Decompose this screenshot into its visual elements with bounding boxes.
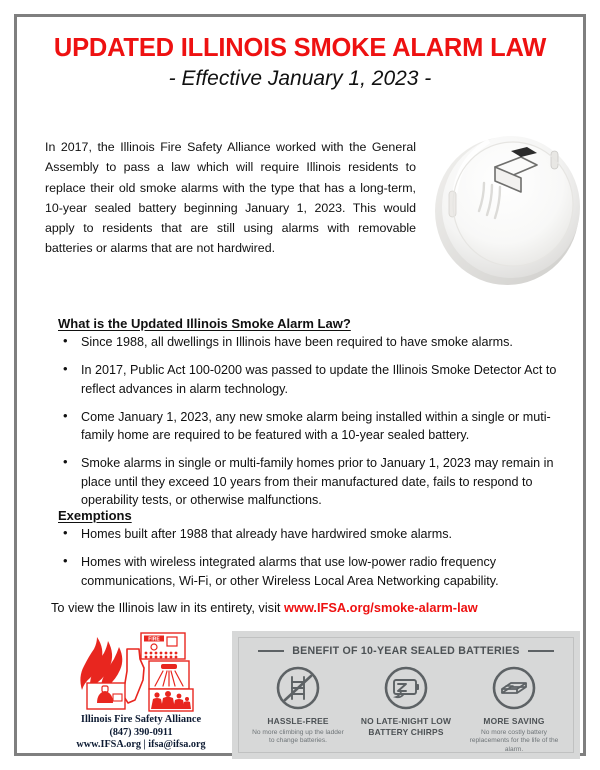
bullet-list-exemptions xyxy=(60,525,566,590)
page-subtitle: - Effective January 1, 2023 - xyxy=(168,67,432,90)
section-heading-what-is-law: What is the Updated Illinois Smoke Alarm Law? xyxy=(58,316,351,331)
benefit-label: HASSLE-FREE xyxy=(267,716,329,726)
money-stack-icon xyxy=(491,665,537,711)
list-item: • Smoke alarms in single or multi-family homes prior to January 1, 2023 may remain in place until they exceed 10 years from their manufactured date, fails to respond to operability tests, or otherwise malfunctions. xyxy=(60,454,566,509)
ifsa-law-url[interactable]: www.IFSA.org/smoke-alarm-law xyxy=(284,600,478,615)
no-ladder-icon xyxy=(275,665,321,711)
law-link-line xyxy=(51,600,478,615)
benefit-label: NO LATE-NIGHT LOW BATTERY CHIRPS xyxy=(360,716,452,737)
benefit-label: MORE SAVING xyxy=(483,716,545,726)
intro-paragraph: In 2017, the Illinois Fire Safety Alliance worked with the General Assembly to pass a law which will require Illinois residents to replace their old smoke alarms with the type that has a long-term, 10-year sealed battery beginning January 1, 2023. This would apply to residents that are still using alarms with removable batteries or alarms that are not hardwired. xyxy=(45,140,416,255)
list-item: • Homes with wireless integrated alarms that use low-power radio frequency communications, Wi-Fi, or other Wireless Local Area Networking capability. xyxy=(60,553,566,590)
ifsa-logo-icon xyxy=(53,631,229,713)
benefit-items xyxy=(244,665,568,755)
page-title: UPDATED ILLINOIS SMOKE ALARM LAW xyxy=(53,34,547,62)
benefit-description: No more costly battery replacements for the life of the alarm. xyxy=(469,728,559,753)
benefit-panel-title-row xyxy=(232,645,580,657)
list-item: • Since 1988, all dwellings in Illinois have been required to have smoke alarms. xyxy=(60,333,566,351)
rule-left xyxy=(258,650,284,652)
benefit-item-no-chirps xyxy=(354,665,458,739)
battery-chirp-icon xyxy=(383,665,429,711)
ifsa-web-and-email[interactable]: www.IFSA.org | ifsa@ifsa.org xyxy=(76,739,206,751)
list-item: • Come January 1, 2023, any new smoke alarm being installed within a single or muti-family home are required to be featured with a 10-year sealed battery. xyxy=(60,408,566,445)
link-line-prefix: To view the Illinois law in its entirety, visit xyxy=(51,600,285,615)
benefit-description: No more climbing up the ladder to change batteries. xyxy=(252,728,344,745)
benefit-panel xyxy=(232,631,580,759)
ifsa-logo-block xyxy=(53,631,229,752)
logo-fire-panel-label: FIRE xyxy=(148,636,160,643)
ifsa-organization-name: Illinois Fire Safety Alliance xyxy=(80,714,202,725)
bullet-list-what-is-law xyxy=(60,333,566,509)
ifsa-phone: (847) 390-0911 xyxy=(109,726,173,738)
list-item: • In 2017, Public Act 100-0200 was passed to update the Illinois Smoke Detector Act to reflect advances in alarm technology. xyxy=(60,361,566,398)
benefit-item-more-saving xyxy=(462,665,566,755)
page-inner xyxy=(17,17,583,753)
benefit-panel-title: BENEFIT OF 10-YEAR SEALED BATTERIES xyxy=(292,645,520,657)
page-frame xyxy=(14,14,586,756)
rule-right xyxy=(528,650,554,652)
benefit-item-hassle-free xyxy=(246,665,350,746)
section-heading-exemptions: Exemptions xyxy=(58,508,132,523)
list-item: • Homes built after 1988 that already have hardwired smoke alarms. xyxy=(60,525,566,543)
smoke-alarm-photo xyxy=(433,115,591,299)
ifsa-contact-block xyxy=(53,714,229,752)
